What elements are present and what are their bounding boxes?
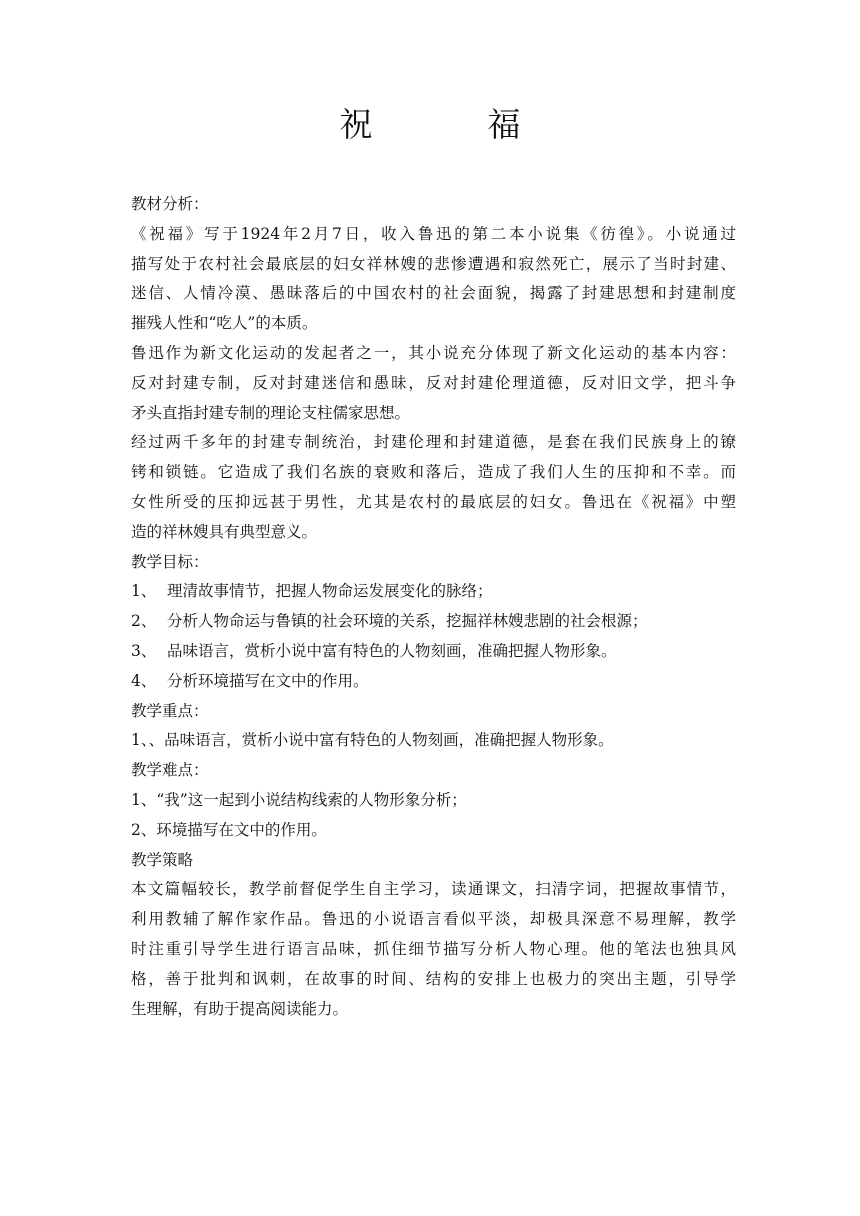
title-char-1: 祝 [339, 105, 373, 144]
focus-item-1: 1、、品味语言，赏析小说中富有特色的人物刻画，准确把握人物形象。 [131, 731, 614, 750]
goal-num: 3、 [131, 641, 157, 660]
goal-item-2 [131, 607, 736, 637]
strategy-line-5: 生理解，有助于提高阅读能力。 [131, 999, 349, 1018]
analysis-p3-line-3: 女性所受的压抑远甚于男性，尤其是农村的最底层的妇女。鲁迅在《祝福》中塑 [131, 492, 736, 511]
difficulty-item-2: 2、环境描写在文中的作用。 [131, 820, 327, 839]
goal-text: 品味语言，赏析小说中富有特色的人物刻画，准确把握人物形象。 [167, 641, 617, 660]
strategy-line-4: 格，善于批判和讽刺，在故事的时间、结构的安排上也极力的突出主题，引导学 [131, 969, 736, 988]
goal-num: 1、 [131, 582, 157, 601]
goal-text: 理清故事情节，把握人物命运发展变化的脉络； [167, 582, 493, 601]
goal-num: 2、 [131, 612, 157, 631]
analysis-p1-line-4: 摧残人性和“吃人”的本质。 [131, 314, 318, 333]
goal-text: 分析人物命运与鲁镇的社会环境的关系，挖掘祥林嫂悲剧的社会根源； [167, 612, 648, 631]
goal-item-4 [131, 667, 736, 697]
analysis-p3-line-2: 铐和锁链。它造成了我们名族的衰败和落后，造成了我们人生的压抑和不幸。而 [131, 463, 736, 482]
goal-num: 4、 [131, 671, 157, 690]
analysis-p2-line-1: 鲁迅作为新文化运动的发起者之一，其小说充分体现了新文化运动的基本内容： [131, 343, 736, 362]
difficulty-heading: 教学难点： [131, 761, 209, 780]
analysis-p3-line-4: 造的祥林嫂具有典型意义。 [131, 522, 318, 541]
analysis-p2-line-3: 矛头直指封建专制的理论支柱儒家思想。 [131, 403, 411, 422]
strategy-line-1: 本文篇幅较长，教学前督促学生自主学习，读通课文，扫清字词，把握故事情节， [131, 880, 736, 899]
analysis-p2-line-2: 反对封建专制，反对封建迷信和愚昧，反对封建伦理道德，反对旧文学，把斗争 [131, 373, 736, 392]
analysis-p1-line-1: 《祝福》写于1924年2月7日，收入鲁迅的第二本小说集《彷徨》。小说通过 [131, 224, 736, 243]
page-title [0, 100, 860, 150]
strategy-heading: 教学策略 [131, 850, 194, 869]
goal-item-1 [131, 577, 736, 607]
difficulty-item-1: 1、“我”这一起到小说结构线索的人物形象分析； [131, 790, 467, 809]
focus-heading: 教学重点： [131, 701, 209, 720]
strategy-line-3: 时注重引导学生进行语言品味，抓住细节描写分析人物心理。他的笔法也独具风 [131, 939, 736, 958]
goals-heading: 教学目标： [131, 552, 209, 571]
title-char-2: 福 [487, 105, 521, 144]
analysis-p3-line-1: 经过两千多年的封建专制统治，封建伦理和封建道德，是套在我们民族身上的镣 [131, 433, 736, 452]
strategy-line-2: 利用教辅了解作家作品。鲁迅的小说语言看似平淡，却极具深意不易理解，教学 [131, 910, 736, 929]
analysis-p1-line-2: 描写处于农村社会最底层的妇女祥林嫂的悲惨遭遇和寂然死亡，展示了当时封建、 [131, 254, 736, 273]
analysis-p1-line-3: 迷信、人情冷漠、愚昧落后的中国农村的社会面貌，揭露了封建思想和封建制度 [131, 284, 736, 303]
goal-item-3 [131, 637, 736, 667]
analysis-heading: 教材分析： [131, 195, 209, 213]
document-body [131, 190, 736, 1024]
goal-text: 分析环境描写在文中的作用。 [167, 671, 369, 690]
